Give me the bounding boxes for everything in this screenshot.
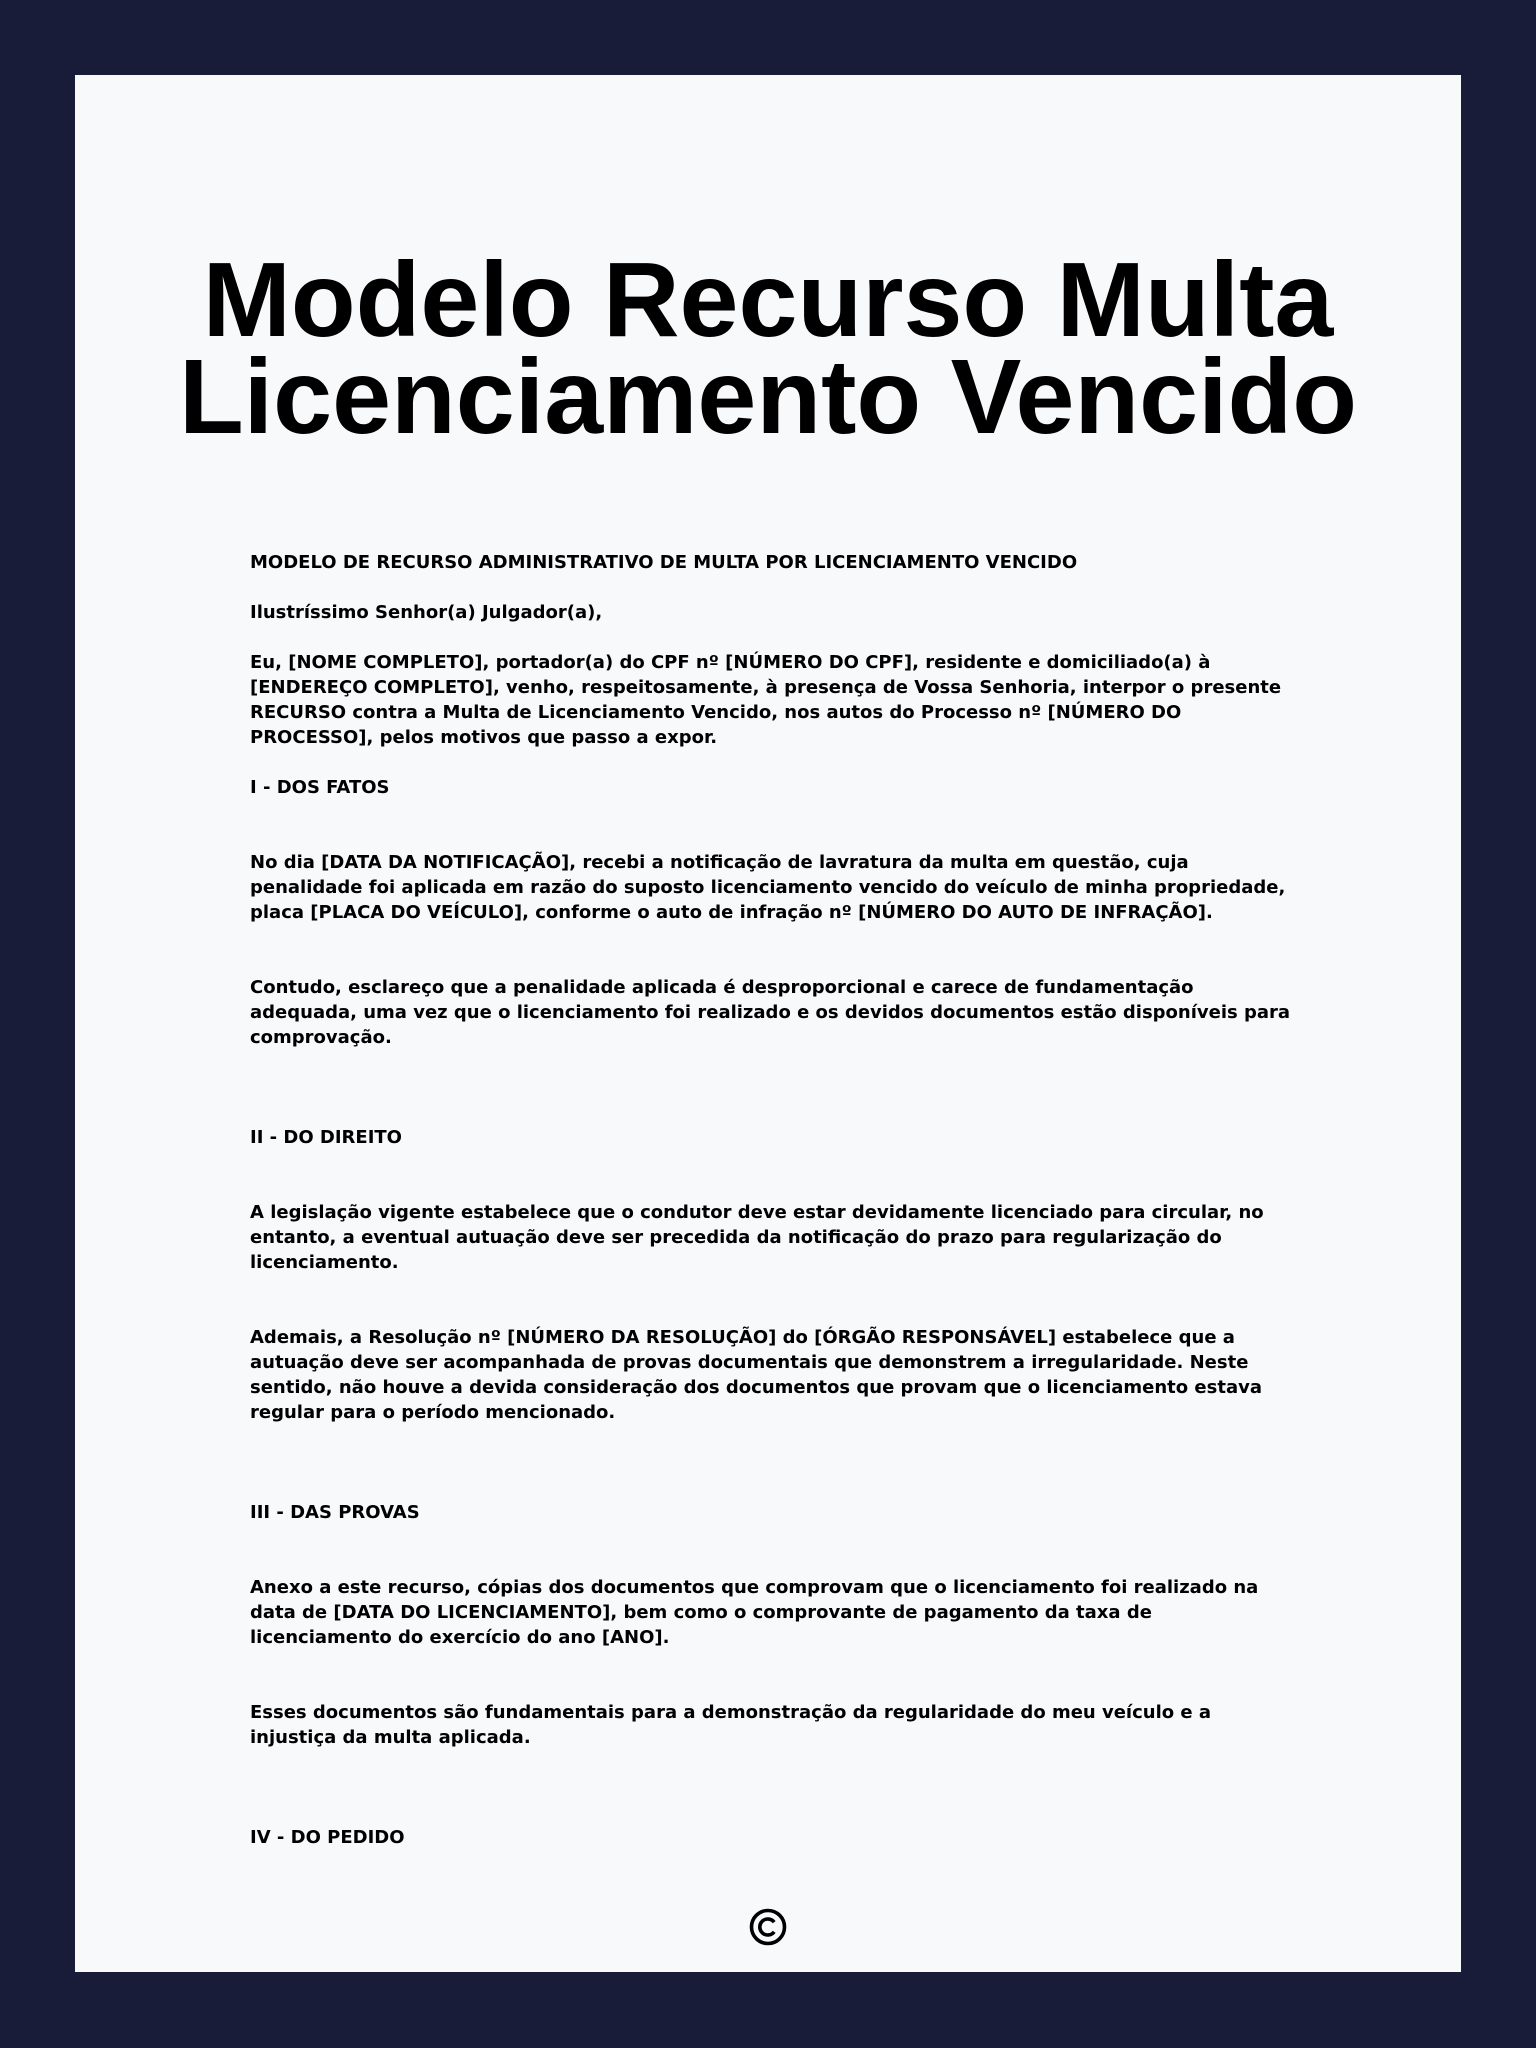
section-heading-request: IV - DO PEDIDO (250, 1827, 405, 1848)
section-heading-evidence: III - DAS PROVAS (250, 1502, 420, 1523)
title-line-2: Licenciamento Vencido (178, 338, 1358, 456)
facts-paragraph-2: Contudo, esclareço que a penalidade aplicada é desproporcional e carece de fundamentação adequada, uma vez que o licenciamento foi realizado e os devidos documentos estão disponíveis para comprovação. (250, 977, 1291, 1048)
evidence-paragraph-1: Anexo a este recurso, cópias dos documentos que comprovam que o licenciamento foi realizado na data de [DATA DO LICENCIAMENTO], bem como o comprovante de pagamento da taxa de licenciamento do exercício do ano [ANO]. (250, 1577, 1259, 1648)
document-heading: MODELO DE RECURSO ADMINISTRATIVO DE MULTA POR LICENCIAMENTO VENCIDO (250, 552, 1078, 573)
law-paragraph-2: Ademais, a Resolução nº [NÚMERO DA RESOLUÇÃO] do [ÓRGÃO RESPONSÁVEL] estabelece que a autuação deve ser acompanhada de provas documentais que demonstrem a irregularidade. Neste sentido, não houve a devida consideração dos documentos que provam que o licenciamento estava regular para o período mencionado. (250, 1327, 1262, 1423)
document-title (75, 241, 1461, 456)
law-paragraph-1: A legislação vigente estabelece que o condutor deve estar devidamente licenciado para circular, no entanto, a eventual autuação deve ser precedida da notificação do prazo para regularização do licenciamento. (250, 1202, 1264, 1273)
salutation: Ilustríssimo Senhor(a) Julgador(a), (250, 602, 603, 623)
copyright-icon (748, 1907, 788, 1947)
intro-paragraph: Eu, [NOME COMPLETO], portador(a) do CPF nº [NÚMERO DO CPF], residente e domiciliado(a) à [ENDEREÇO COMPLETO], venho, respeitosamente, à presença de Vossa Senhoria, interpor o presente RECURSO contra a Multa de Licenciamento Vencido, nos autos do Processo nº [NÚMERO DO PROCESSO], pelos motivos que passo a expor. (250, 652, 1282, 748)
document-body (250, 550, 1295, 1850)
section-heading-law: II - DO DIREITO (250, 1127, 402, 1148)
facts-paragraph-1: No dia [DATA DA NOTIFICAÇÃO], recebi a notificação de lavratura da multa em questão, cuja penalidade foi aplicada em razão do suposto licenciamento vencido do veículo de minha propriedade, placa [PLACA DO VEÍCULO], conforme o auto de infração nº [NÚMERO DO AUTO DE INFRAÇÃO]. (250, 852, 1286, 923)
title-line-1: Modelo Recurso Multa (202, 241, 1334, 359)
evidence-paragraph-2: Esses documentos são fundamentais para a demonstração da regularidade do meu veículo e a injustiça da multa aplicada. (250, 1702, 1212, 1748)
document-page (75, 75, 1461, 1972)
section-heading-facts: I - DOS FATOS (250, 777, 390, 798)
